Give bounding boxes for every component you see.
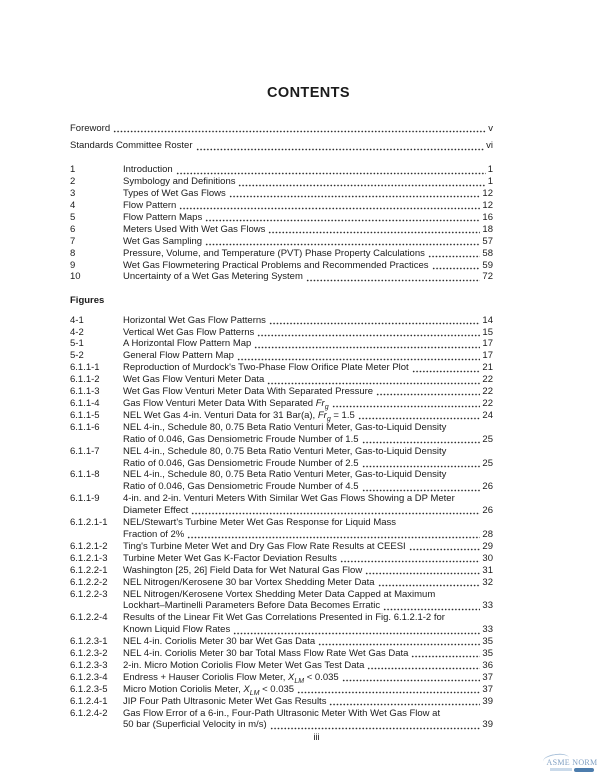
entry-line	[123, 684, 493, 696]
dot-leader	[358, 417, 481, 420]
toc-entry	[70, 374, 493, 386]
entry-line	[123, 410, 493, 422]
dot-leader	[179, 207, 480, 210]
entry-title: Fraction of 2%	[123, 528, 185, 540]
entry-title: Washington [25, 26] Field Data for Wet Natural Gas Flow	[123, 564, 363, 576]
entry-line	[123, 624, 493, 636]
entry-line	[123, 248, 493, 260]
page-number: 35	[482, 636, 493, 648]
toc-entry	[70, 398, 493, 410]
entry-line	[123, 505, 493, 517]
entry-number: 6.1.1-8	[70, 469, 100, 481]
dot-leader	[412, 370, 481, 373]
entry-line	[123, 212, 493, 224]
dot-leader	[269, 322, 481, 325]
entry-number: 6.1.1-1	[70, 362, 100, 374]
entry-content	[123, 648, 493, 660]
entry-content	[123, 517, 493, 541]
entry-line	[123, 458, 493, 470]
toc-entry	[70, 517, 493, 541]
toc-entry	[70, 260, 493, 272]
watermark-band-left	[550, 768, 572, 771]
page-number: 18	[482, 223, 493, 235]
entry-line	[123, 719, 493, 731]
entry-line	[123, 224, 493, 236]
entry-content	[123, 660, 493, 672]
watermark-pill	[574, 768, 594, 773]
entry-number: 6.1.2.3-5	[70, 683, 108, 695]
entry-content	[123, 271, 493, 283]
entry-line	[123, 164, 493, 176]
entry-content	[123, 410, 493, 422]
entry-content	[123, 672, 493, 684]
dot-leader	[297, 691, 480, 694]
entry-title: Meters Used With Wet Gas Flows	[123, 223, 266, 235]
entry-title: Endress + Hauser Coriolis Flow Meter, $X_{LM} < 0.035$	[123, 671, 339, 685]
entry-line	[123, 338, 493, 350]
page-number: 26	[482, 481, 493, 493]
entry-line	[123, 315, 493, 327]
page-number: 25	[482, 433, 493, 445]
toc-entry	[70, 164, 493, 176]
entry-title: 4-in. and 2-in. Venturi Meters With Similar Wet Gas Flows Showing a DP Meter	[123, 493, 455, 505]
entry-number: 4-2	[70, 326, 84, 338]
dot-leader	[329, 703, 480, 706]
entry-title: Wet Gas Flow Venturi Meter Data With Separated Pressure	[123, 386, 374, 398]
dot-leader	[196, 148, 485, 151]
figures-heading: Figures	[70, 294, 105, 306]
page-number: 57	[482, 235, 493, 247]
toc-entry	[70, 350, 493, 362]
dot-leader	[176, 172, 486, 175]
dot-leader	[205, 243, 480, 246]
toc-entry	[70, 636, 493, 648]
entry-line	[123, 589, 493, 601]
entry-line	[123, 660, 493, 672]
page-number: 33	[482, 624, 493, 636]
entry-number: 6.1.2.3-4	[70, 671, 108, 683]
toc-entry	[70, 236, 493, 248]
entry-number: 3	[70, 188, 76, 200]
watermark-text: ASME NORM	[546, 757, 598, 767]
entry-title: Ratio of 0.046, Gas Densiometric Froude Number of 4.5	[123, 481, 359, 493]
toc-entry	[70, 648, 493, 660]
entry-number: 6.1.2.2-2	[70, 576, 108, 588]
entry-line	[123, 236, 493, 248]
entry-number: 4-1	[70, 314, 84, 326]
toc-entry	[70, 565, 493, 577]
entry-number: 6.1.2.2-3	[70, 588, 108, 600]
entry-content	[123, 260, 493, 272]
dot-leader	[342, 679, 481, 682]
toc-entry	[70, 660, 493, 672]
entry-number: 8	[70, 247, 76, 259]
entry-line	[123, 386, 493, 398]
entry-line	[123, 327, 493, 339]
entry-title: Results of the Linear Fit Wet Gas Correlations Presented in Fig. 6.1.2.1-2 for	[123, 612, 445, 624]
entry-content	[123, 315, 493, 327]
entry-number: 1	[70, 164, 76, 176]
entry-title: Introduction	[123, 164, 173, 176]
entry-content	[123, 696, 493, 708]
toc-entry	[70, 612, 493, 636]
dot-leader	[367, 667, 480, 670]
entry-content	[123, 248, 493, 260]
entry-content	[123, 541, 493, 553]
entry-title: General Flow Pattern Map	[123, 350, 234, 362]
entry-number: 6.1.2.2-1	[70, 564, 108, 576]
entry-line	[123, 493, 493, 505]
toc-entry	[70, 708, 493, 732]
entry-content	[123, 327, 493, 339]
page-number: 15	[482, 326, 493, 338]
dot-leader	[362, 465, 481, 468]
toc-content	[70, 0, 493, 744]
entry-line	[123, 481, 493, 493]
entry-content	[123, 188, 493, 200]
entry-title: Flow Pattern Maps	[123, 211, 203, 223]
entry-content	[123, 164, 493, 176]
entry-content	[123, 469, 493, 493]
entry-title: Micro Motion Coriolis Meter, $X_{LM} < 0.035$	[123, 683, 295, 697]
page-number: 33	[482, 600, 493, 612]
toc-entry	[70, 248, 493, 260]
entry-content	[123, 338, 493, 350]
dot-leader	[268, 231, 480, 234]
entry-number: 6.1.1-3	[70, 386, 100, 398]
entry-number: 6.1.1-7	[70, 445, 100, 457]
page-number: 29	[482, 540, 493, 552]
toc-entry	[70, 684, 493, 696]
dot-leader	[362, 489, 481, 492]
entry-content	[123, 374, 493, 386]
entry-content	[123, 565, 493, 577]
toc-sections	[70, 164, 493, 283]
entry-number: 6.1.1-4	[70, 398, 100, 409]
dot-leader	[267, 382, 480, 385]
entry-title: 2-in. Micro Motion Coriolis Flow Meter Wet Gas Test Data	[123, 659, 365, 671]
entry-content	[123, 589, 493, 613]
entry-line	[123, 398, 493, 410]
entry-number: 6.1.1-2	[70, 374, 100, 386]
entry-number: 5-2	[70, 350, 84, 362]
entry-title: 50 bar (Superficial Velocity in m/s)	[123, 719, 267, 731]
entry-content	[123, 422, 493, 446]
page-number: 39	[482, 695, 493, 707]
entry-title: NEL 4-in., Schedule 80, 0.75 Beta Ratio Venturi Meter, Gas-to-Liquid Density	[123, 469, 447, 481]
toc-entry	[70, 200, 493, 212]
entry-line	[123, 350, 493, 362]
entry-title: Horizontal Wet Gas Flow Patterns	[123, 314, 266, 326]
entry-number: 2	[70, 176, 76, 188]
page-number: 22	[482, 386, 493, 398]
entry-line	[123, 176, 493, 188]
dot-leader	[205, 219, 480, 222]
entry-number: 6.1.1-5	[70, 409, 100, 421]
entry-line	[123, 672, 493, 684]
page-number: 31	[482, 564, 493, 576]
page-number: 12	[482, 200, 493, 212]
entry-content	[123, 398, 493, 410]
dot-leader	[238, 184, 485, 187]
toc-entry	[70, 410, 493, 422]
entry-title: JIP Four Path Ultrasonic Meter Wet Gas Results	[123, 695, 327, 707]
entry-line	[123, 708, 493, 720]
entry-title: Wet Gas Flowmetering Practical Problems and Recommended Practices	[123, 259, 429, 271]
dot-leader	[257, 334, 480, 337]
page-number: 35	[482, 648, 493, 660]
page-number: 1	[487, 164, 493, 176]
dot-leader	[340, 560, 481, 563]
entry-line	[70, 140, 493, 152]
entry-content	[123, 708, 493, 732]
entry-content	[123, 493, 493, 517]
entry-line	[123, 636, 493, 648]
page-number: 1	[487, 176, 493, 188]
page-number: 17	[482, 338, 493, 350]
toc-entry	[70, 315, 493, 327]
entry-content	[70, 140, 493, 152]
dot-leader	[270, 727, 481, 730]
entry-number: 9	[70, 259, 76, 271]
entry-content	[123, 386, 493, 398]
asme-watermark	[540, 758, 600, 773]
dot-leader	[306, 279, 481, 282]
page-number: 22	[482, 398, 493, 409]
entry-line	[123, 577, 493, 589]
dot-leader	[362, 441, 481, 444]
entry-title: Gas Flow Error of a 6-in., Four-Path Ultrasonic Meter With Wet Gas Flow at	[123, 707, 441, 719]
toc-entry	[70, 589, 493, 613]
entry-number: 6.1.1-9	[70, 493, 100, 505]
dot-leader	[229, 195, 481, 198]
toc-entry	[70, 672, 493, 684]
entry-number: 7	[70, 235, 76, 247]
entry-content	[70, 123, 493, 135]
entry-title: Ting's Turbine Meter Wet and Dry Gas Flow Rate Results at CEESI	[123, 540, 406, 552]
page-number: 58	[482, 247, 493, 259]
entry-title: Ratio of 0.046, Gas Densiometric Froude Number of 1.5	[123, 433, 359, 445]
entry-line	[123, 565, 493, 577]
entry-title: Ratio of 0.046, Gas Densiometric Froude Number of 2.5	[123, 457, 359, 469]
dot-leader	[237, 358, 481, 361]
entry-title: Turbine Meter Wet Gas K-Factor Deviation Results	[123, 552, 337, 564]
entry-content	[123, 362, 493, 374]
toc-front-matter	[70, 123, 493, 152]
entry-line	[123, 612, 493, 624]
toc-entry	[70, 422, 493, 446]
entry-title: Reproduction of Murdock's Two-Phase Flow Orifice Plate Meter Plot	[123, 362, 409, 374]
toc-entry	[70, 362, 493, 374]
entry-title: NEL 4-in., Schedule 80, 0.75 Beta Ratio Venturi Meter, Gas-to-Liquid Density	[123, 421, 447, 433]
page-number: 36	[482, 659, 493, 671]
entry-number: 5	[70, 211, 76, 223]
dot-leader	[332, 405, 481, 408]
entry-title: Pressure, Volume, and Temperature (PVT) Phase Property Calculations	[123, 247, 425, 259]
dot-leader	[376, 393, 480, 396]
entry-title: Known Liquid Flow Rates	[123, 624, 231, 636]
dot-leader	[409, 548, 481, 551]
toc-entry	[70, 188, 493, 200]
page-number: 28	[482, 528, 493, 540]
toc-entry	[70, 493, 493, 517]
page-title: CONTENTS	[267, 85, 350, 101]
toc-entry	[70, 271, 493, 283]
entry-number: 10	[70, 271, 81, 283]
toc-entry	[70, 553, 493, 565]
entry-number: 6.1.2.1-2	[70, 540, 108, 552]
entry-line	[123, 422, 493, 434]
dot-leader	[254, 346, 480, 349]
entry-title: Gas Flow Venturi Meter Data With Separated $Fr_g$	[123, 398, 329, 411]
entry-title: Standards Committee Roster	[70, 140, 193, 152]
dot-leader	[428, 255, 481, 258]
toc-entry	[70, 224, 493, 236]
page-number: 21	[482, 362, 493, 374]
entry-title: A Horizontal Flow Pattern Map	[123, 338, 252, 350]
entry-line	[123, 260, 493, 272]
dot-leader	[233, 632, 480, 635]
page-number: 24	[482, 409, 493, 421]
entry-title: Flow Pattern	[123, 200, 177, 212]
entry-content	[123, 176, 493, 188]
page-number: 25	[482, 457, 493, 469]
toc-entry	[70, 327, 493, 339]
entry-content	[123, 577, 493, 589]
toc-entry	[70, 386, 493, 398]
entry-line	[123, 529, 493, 541]
dot-leader	[432, 267, 481, 270]
entry-line	[123, 271, 493, 283]
page-number: 17	[482, 350, 493, 362]
entry-number: 6.1.1-6	[70, 421, 100, 433]
entry-content	[123, 236, 493, 248]
entry-title: Types of Wet Gas Flows	[123, 188, 226, 200]
dot-leader	[191, 512, 480, 515]
toc-entry	[70, 140, 493, 152]
page-number: 30	[482, 552, 493, 564]
entry-title: Foreword	[70, 123, 111, 134]
entry-content	[123, 200, 493, 212]
entry-content	[123, 350, 493, 362]
entry-line	[123, 374, 493, 386]
entry-number: 4	[70, 200, 76, 212]
entry-number: 6.1.2.4-1	[70, 695, 108, 707]
entry-line	[123, 517, 493, 529]
page-number: 59	[482, 259, 493, 271]
toc-entry	[70, 541, 493, 553]
entry-line	[123, 648, 493, 660]
toc-figures	[70, 315, 493, 732]
page-number: v	[488, 123, 493, 134]
entry-number: 6.1.2.2-4	[70, 612, 108, 624]
entry-number: 6.1.2.1-1	[70, 517, 108, 529]
dot-leader	[113, 130, 486, 133]
dot-leader	[318, 643, 480, 646]
entry-line	[123, 362, 493, 374]
entry-content	[123, 636, 493, 648]
entry-content	[123, 224, 493, 236]
entry-title: NEL Wet Gas 4-in. Venturi Data for 31 Bar(a), $Fr_g = 1.5$	[123, 409, 355, 423]
entry-line	[70, 123, 493, 135]
entry-content	[123, 553, 493, 565]
toc-entry	[70, 338, 493, 350]
entry-title: NEL 4-in. Coriolis Meter 30 bar Total Mass Flow Rate Wet Gas Data	[123, 648, 409, 660]
dot-leader	[411, 655, 480, 658]
page-number: 22	[482, 374, 493, 386]
page-number: vi	[486, 140, 493, 152]
entry-number: 6.1.2.4-2	[70, 707, 108, 719]
entry-content	[123, 212, 493, 224]
entry-title: NEL Nitrogen/Kerosene 30 bar Vortex Shedding Meter Data	[123, 576, 375, 588]
entry-line	[123, 696, 493, 708]
entry-title: Wet Gas Sampling	[123, 235, 203, 247]
toc-entry	[70, 212, 493, 224]
entry-title: Vertical Wet Gas Flow Patterns	[123, 326, 255, 338]
entry-title: Uncertainty of a Wet Gas Metering System	[123, 271, 303, 283]
entry-content	[123, 612, 493, 636]
entry-title: Symbology and Definitions	[123, 176, 236, 188]
entry-line	[123, 434, 493, 446]
page-number: 16	[482, 211, 493, 223]
page-number: 39	[482, 719, 493, 731]
page-folio: iii	[313, 731, 320, 743]
dot-leader	[378, 584, 481, 587]
page-number: 37	[482, 671, 493, 683]
entry-title: NEL Nitrogen/Kerosene Vortex Shedding Meter Data Capped at Maximum	[123, 588, 436, 600]
toc-entry	[70, 446, 493, 470]
entry-content	[123, 684, 493, 696]
entry-line	[123, 600, 493, 612]
entry-title: Wet Gas Flow Venturi Meter Data	[123, 374, 265, 386]
page-number: 37	[482, 683, 493, 695]
entry-line	[123, 469, 493, 481]
entry-content	[123, 446, 493, 470]
toc-entry	[70, 469, 493, 493]
entry-line	[123, 200, 493, 212]
dot-leader	[365, 572, 480, 575]
dot-leader	[383, 608, 480, 611]
entry-number: 6.1.2.3-1	[70, 636, 108, 648]
entry-title: NEL/Stewart's Turbine Meter Wet Gas Response for Liquid Mass	[123, 517, 397, 529]
entry-number: 6.1.2.1-3	[70, 552, 108, 564]
entry-line	[123, 188, 493, 200]
entry-number: 6.1.2.3-2	[70, 648, 108, 660]
entry-title: Lockhart–Martinelli Parameters Before Data Becomes Erratic	[123, 600, 381, 612]
page-number: 72	[482, 271, 493, 283]
dot-leader	[187, 536, 480, 539]
entry-number: 5-1	[70, 338, 84, 350]
entry-title: Diameter Effect	[123, 505, 189, 517]
toc-entry	[70, 123, 493, 135]
toc-entry	[70, 176, 493, 188]
page-number: 26	[482, 505, 493, 517]
entry-line	[123, 541, 493, 553]
entry-title: NEL 4-in., Schedule 80, 0.75 Beta Ratio Venturi Meter, Gas-to-Liquid Density	[123, 445, 447, 457]
page-number: 12	[482, 188, 493, 200]
page-number: 32	[482, 576, 493, 588]
entry-title: NEL 4-in. Coriolis Meter 30 bar Wet Gas Data	[123, 636, 316, 648]
entry-line	[123, 553, 493, 565]
entry-number: 6.1.2.3-3	[70, 659, 108, 671]
toc-entry	[70, 577, 493, 589]
page-number: 14	[482, 314, 493, 326]
entry-number: 6	[70, 223, 76, 235]
entry-line	[123, 446, 493, 458]
toc-entry	[70, 696, 493, 708]
watermark-band	[540, 768, 600, 773]
